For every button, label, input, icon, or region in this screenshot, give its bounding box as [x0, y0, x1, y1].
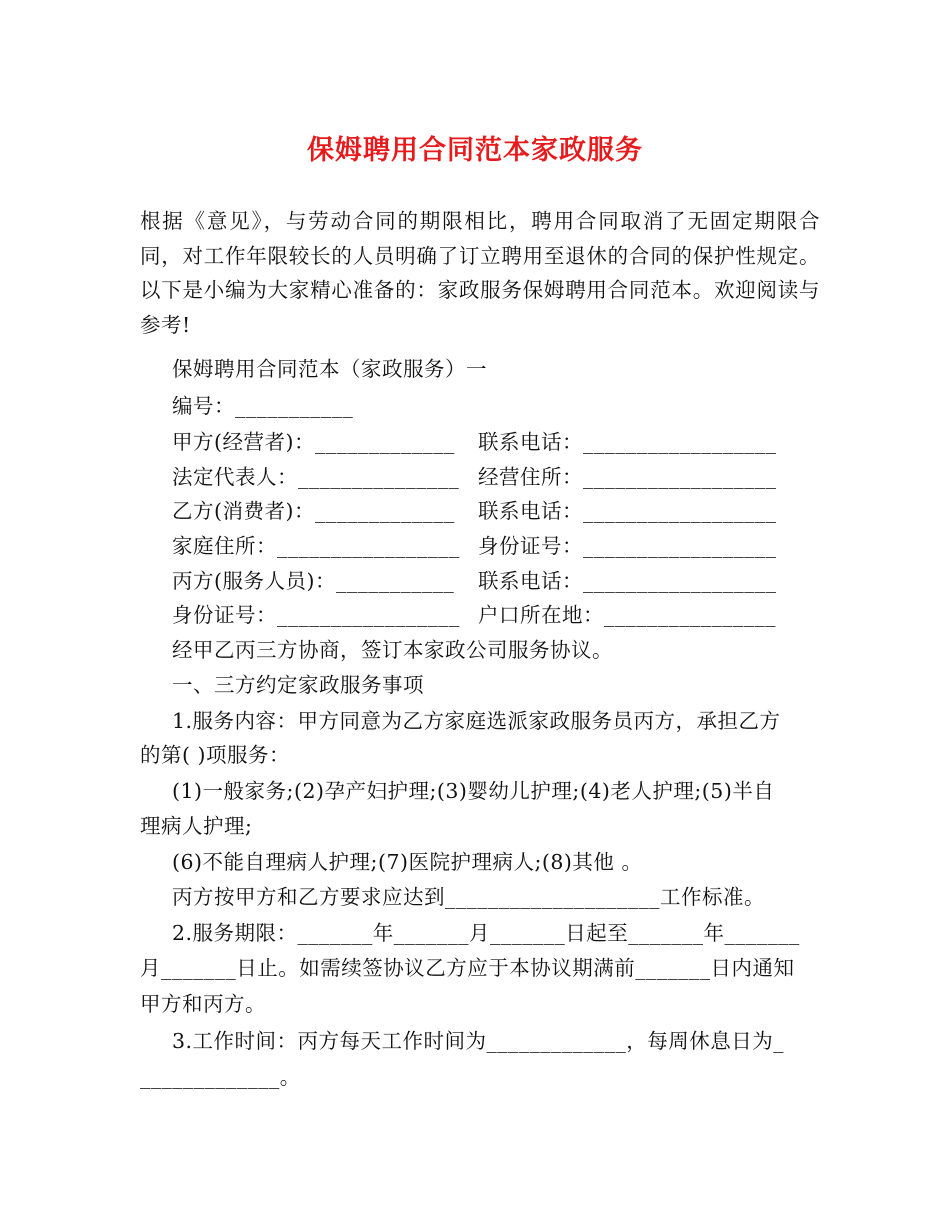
service-options-line-1: (1)一般家务;(2)孕产妇护理;(3)婴幼儿护理;(4)老人护理;(5)半自 — [172, 779, 775, 803]
party-a-phone-field: 联系电话：__________________ — [478, 430, 777, 454]
document-title: 保姆聘用合同范本家政服务 — [307, 135, 643, 166]
service-term-line-1: 2.服务期限：_______年_______月_______日起至_______年_______ — [172, 921, 800, 945]
agreement-statement: 经甲乙丙三方协商，签订本家政公司服务协议。 — [172, 638, 613, 662]
intro-paragraph: 根据《意见》，与劳动合同的期限相比，聘用合同取消了无固定期限合同，对工作年限较长的人员明确了订立聘用至退休的合同的保护性规定。以下是小编为大家精心准备的：家政服务保姆聘用合同范本。欢迎阅读与参考! — [140, 209, 820, 337]
work-standard-line: 丙方按甲方和乙方要求应达到____________________工作标准。 — [172, 885, 765, 909]
household-register-field: 户口所在地：________________ — [478, 603, 776, 627]
service-content-line-1: 1.服务内容：甲方同意为乙方家庭选派家政服务员丙方，承担乙方 — [172, 709, 781, 733]
business-address-field: 经营住所：__________________ — [478, 465, 777, 489]
party-a-field: 甲方(经营者)：_____________ — [172, 430, 455, 454]
contract-number-field: 编号：___________ — [172, 394, 354, 418]
legal-representative-field: 法定代表人：_______________ — [172, 465, 460, 489]
work-hours-line-1: 3.工作时间：丙方每天工作时间为_____________，每周休息日为_ — [172, 1029, 785, 1053]
party-c-id-field: 身份证号：_________________ — [172, 603, 460, 627]
service-options-line-2: 理病人护理; — [140, 814, 253, 838]
service-content-line-2: 的第( )项服务： — [140, 743, 291, 767]
contract-subtitle: 保姆聘用合同范本（家政服务）一 — [172, 357, 487, 381]
party-c-phone-field: 联系电话：__________________ — [478, 569, 777, 593]
party-b-id-field: 身份证号：__________________ — [478, 534, 777, 558]
service-term-line-2: 月_______日止。如需续签协议乙方应于本协议期满前_______日内通知 — [140, 956, 795, 980]
service-options-line-3: (6)不能自理病人护理;(7)医院护理病人;(8)其他 。 — [172, 850, 643, 874]
service-term-line-3: 甲方和丙方。 — [140, 992, 266, 1016]
home-address-field: 家庭住所：_________________ — [172, 534, 460, 558]
section-1-heading: 一、三方约定家政服务事项 — [172, 673, 424, 697]
party-b-field: 乙方(消费者)：_____________ — [172, 499, 455, 523]
work-hours-line-2: _____________。 — [140, 1065, 301, 1089]
party-c-field: 丙方(服务人员)：___________ — [172, 569, 455, 593]
party-b-phone-field: 联系电话：__________________ — [478, 499, 777, 523]
